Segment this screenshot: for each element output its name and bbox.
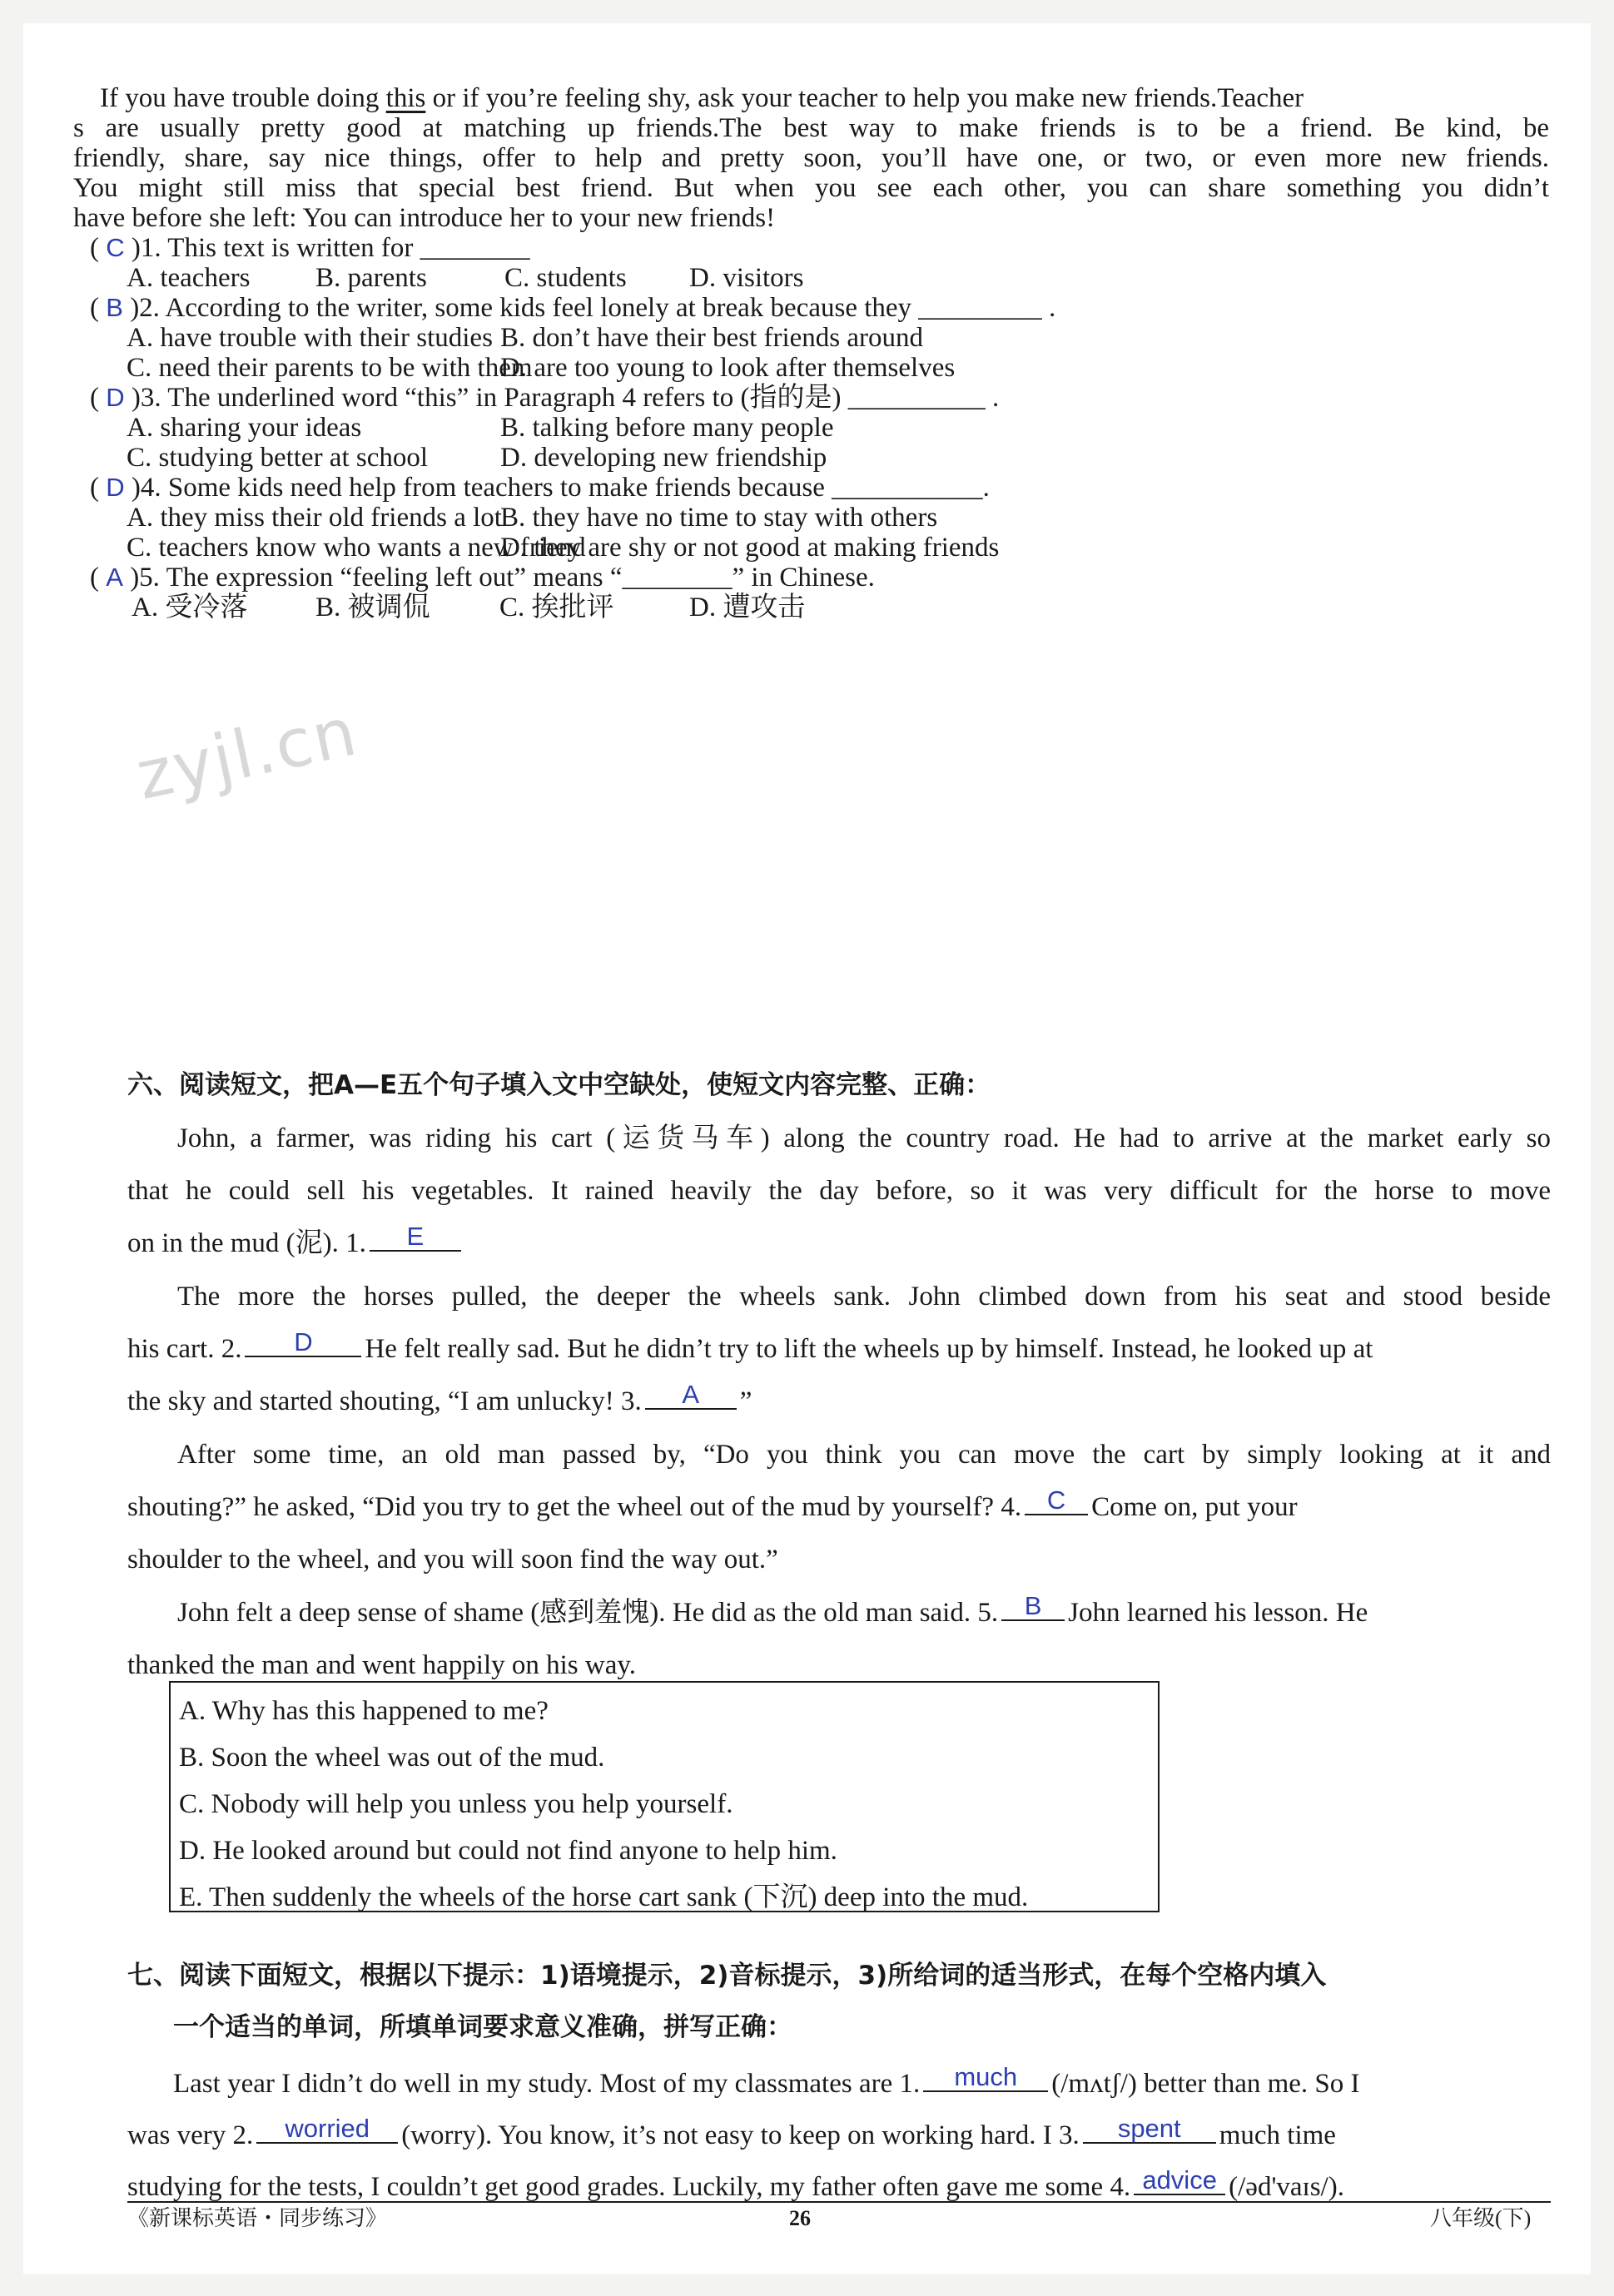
question-1-option-b: B. parents — [315, 263, 427, 293]
question-5-option-a: A. 受冷落 — [132, 593, 248, 622]
footer-rule — [127, 2201, 1551, 2203]
question-2-option-b: B. don’t have their best friends around — [500, 323, 924, 353]
watermark: zyjl.cn — [130, 692, 365, 815]
question-4-option-b: B. they have no time to stay with others — [500, 503, 938, 533]
s6-line-3: on in the mud (泥). 1. E — [127, 1227, 464, 1260]
s6-blank-2: D — [245, 1329, 361, 1357]
s6-blank-3: A — [645, 1381, 737, 1410]
s7-line-2: was very 2. worried (worry). You know, it’s not easy to keep on working hard. I 3. spent much time — [127, 2114, 1336, 2150]
question-3-option-a: A. sharing your ideas — [127, 413, 362, 443]
question-1-option-a: A. teachers — [127, 263, 251, 293]
s7-blank-2: worried — [256, 2115, 398, 2144]
question-1-option-d: D. visitors — [689, 263, 804, 293]
page-number: 26 — [789, 2206, 811, 2230]
question-4-option-a: A. they miss their old friends a lot — [127, 503, 502, 533]
question-5-option-b: B. 被调侃 — [315, 593, 430, 622]
box-option-c: C. Nobody will help you unless you help yourself. — [179, 1789, 733, 1819]
s6-line-6: the sky and started shouting, “I am unlucky! 3. A ” — [127, 1380, 752, 1416]
s7-line-1: Last year I didn’t do well in my study. Most of my classmates are 1. much (/mʌtʃ/) better than me. So I — [173, 2062, 1360, 2099]
section-7-heading-2: 一个适当的单词，所填单词要求意义准确，拼写正确： — [173, 2012, 792, 2042]
s7-blank-3: spent — [1083, 2115, 1216, 2144]
passage-line-4: You might still miss that special best friend. But when you see each other, you can share something you didn’t — [73, 173, 1549, 203]
s6-line-10: John felt a deep sense of shame (感到羞愧). He did as the old man said. 5. B John learned his lesson. He — [177, 1591, 1368, 1628]
s6-line-7: After some time, an old man passed by, “Do you think you can move the cart by simply looking at it and — [177, 1440, 1551, 1470]
question-1-answer: C — [106, 233, 125, 262]
s6-line-8: shouting?” he asked, “Did you try to get the wheel out of the mud by yourself? 4. C Come on, put your — [127, 1485, 1298, 1522]
question-3-option-c: C. studying better at school — [127, 443, 429, 473]
question-1-option-c: C. students — [504, 263, 627, 293]
question-2: ( B )2. According to the writer, some kids feel lonely at break because they _________ . — [90, 293, 1056, 323]
passage-line-3: friendly, share, say nice things, offer to help and pretty soon, you’ll have one, or two, or even more new friends. — [73, 143, 1549, 173]
footer-book-title: 《新课标英语・同步练习》 — [127, 2206, 388, 2230]
passage-line-2: s are usually pretty good at matching up friends.The best way to make friends is to be a friend. Be kind, be — [73, 113, 1549, 143]
question-3-answer: D — [106, 383, 125, 412]
s6-line-5: his cart. 2. D He felt really sad. But he didn’t try to lift the wheels up by himself. Instead, he looked up at — [127, 1327, 1373, 1364]
question-3: ( D )3. The underlined word “this” in Paragraph 4 refers to (指的是) __________ . — [90, 383, 1000, 413]
question-5-answer: A — [106, 563, 123, 592]
s6-line-1: John, a farmer, was riding his cart (运货马车) along the country road. He had to arrive at the market early so — [177, 1123, 1551, 1153]
s7-line-3: studying for the tests, I couldn’t get good grades. Luckily, my father often gave me some 4. advice (/əd'vaɪs/). — [127, 2165, 1344, 2202]
s6-blank-4: C — [1025, 1487, 1088, 1515]
section-7-heading-1: 七、阅读下面短文，根据以下提示：1)语境提示，2)音标提示，3)所给词的适当形式，在每个空格内填入 — [127, 1961, 1327, 1991]
passage-line-1: If you have trouble doing this or if you’re feeling shy, ask your teacher to help you make new friends.Teacher — [100, 83, 1304, 113]
question-3-option-d: D. developing new friendship — [500, 443, 827, 473]
box-option-b: B. Soon the wheel was out of the mud. — [179, 1743, 605, 1773]
s6-blank-5: B — [1001, 1593, 1065, 1621]
worksheet-page — [23, 23, 1591, 2274]
question-2-answer: B — [106, 293, 123, 322]
s7-blank-4: advice — [1134, 2167, 1225, 2195]
question-2-option-a: A. have trouble with their studies — [127, 323, 493, 353]
question-5: ( A )5. The expression “feeling left out” means “________” in Chinese. — [90, 563, 875, 593]
question-3-option-b: B. talking before many people — [500, 413, 834, 443]
s6-blank-1: E — [370, 1223, 461, 1252]
s6-line-4: The more the horses pulled, the deeper the wheels sank. John climbed down from his seat and stood beside — [177, 1282, 1551, 1312]
box-option-a: A. Why has this happened to me? — [179, 1696, 549, 1726]
question-4-option-d: D. they are shy or not good at making friends — [500, 533, 1000, 563]
s7-blank-1: much — [923, 2064, 1048, 2092]
question-1: ( C )1. This text is written for ________ — [90, 233, 530, 263]
underlined-word-this: this — [385, 83, 426, 113]
sentence-options-box — [169, 1681, 1160, 1912]
box-option-e: E. Then suddenly the wheels of the horse cart sank (下沉) deep into the mud. — [179, 1882, 1029, 1912]
question-5-option-c: C. 挨批评 — [499, 593, 614, 622]
box-option-d: D. He looked around but could not find anyone to help him. — [179, 1836, 837, 1866]
question-4: ( D )4. Some kids need help from teachers to make friends because ___________. — [90, 473, 990, 503]
question-2-option-c: C. need their parents to be with them — [127, 353, 533, 383]
question-2-option-d: D. are too young to look after themselves — [500, 353, 956, 383]
s6-line-11: thanked the man and went happily on his way. — [127, 1650, 636, 1680]
s6-line-2: that he could sell his vegetables. It rained heavily the day before, so it was very difficult for the horse to move — [127, 1176, 1551, 1206]
question-5-option-d: D. 遭攻击 — [689, 593, 806, 622]
question-4-option-c: C. teachers know who wants a new friend — [127, 533, 586, 563]
footer-grade: 八年级(下) — [1430, 2206, 1532, 2230]
passage-line-5: have before she left: You can introduce her to your new friends! — [73, 203, 776, 233]
question-4-answer: D — [106, 473, 125, 502]
section-6-heading: 六、阅读短文，把A—E五个句子填入文中空缺处，使短文内容完整、正确： — [127, 1070, 991, 1100]
s6-line-9: shoulder to the wheel, and you will soon find the way out.” — [127, 1545, 778, 1574]
